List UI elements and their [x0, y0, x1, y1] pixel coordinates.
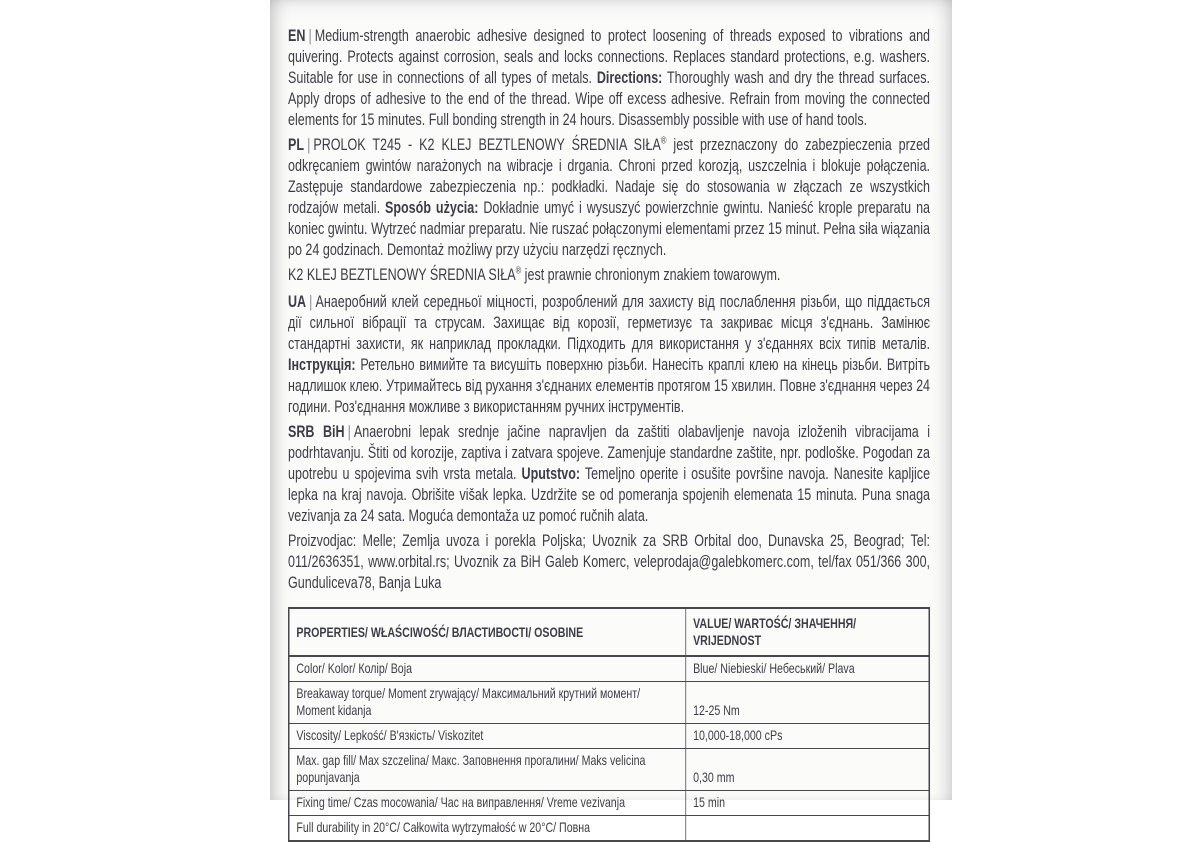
paragraph-pl-directions: Dokładnie umyć i wysuszyć powierzchnie gwintu. Nanieść krople preparatu na koniec gwintu. Wytrzeć nadmiar preparatu. Nie ruszać połączonymi elementami przez 15 minut. Pełna siła wiązania po 24 godzinach. Demontaż możliwy przy użyciu narzędzi ręcznych.: [288, 199, 931, 259]
table-row: [289, 749, 930, 791]
property-cell: Full durability in 20°C/ Całkowita wytrzymałość w 20°C/ Повна: [289, 816, 686, 842]
value-cell: 12-25 Nm: [686, 682, 929, 724]
registered-trademark-icon: ®: [515, 265, 522, 277]
lang-code-pl: PL: [288, 136, 305, 154]
table-row: [289, 656, 930, 682]
value-cell: 15 min: [686, 791, 929, 816]
table-row-partial: [289, 816, 930, 842]
properties-table: [288, 607, 930, 842]
value-cell: 0,30 mm: [686, 749, 929, 791]
value-cell: [686, 816, 929, 842]
directions-label-pl: Sposób użycia:: [385, 199, 479, 217]
directions-label-en: Directions:: [596, 69, 663, 87]
product-label-sheet: [270, 0, 952, 835]
table-row: [289, 791, 930, 816]
lang-code-ua: UA: [288, 293, 307, 311]
property-cell: Fixing time/ Czas mocowania/ Час на виправлення/ Vreme vezivanja: [289, 791, 686, 816]
registered-trademark-icon: ®: [660, 135, 667, 147]
directions-label-ua: Інструкція:: [288, 356, 356, 374]
table-row: [289, 682, 930, 724]
value-cell: 10,000-18,000 cPs: [686, 724, 929, 749]
properties-column-header: PROPERTIES/ WŁAŚCIWOŚĆ/ ВЛАСТИВОСТІ/ OSOBINE: [289, 608, 686, 656]
lang-code-en: EN: [288, 27, 306, 45]
paragraph-srb-directions: Temeljno operite i osušite površine navoja. Nanesite kapljice lepka na kraj navoja. Obrišite višak lepka. Uzdržite se od pomeranja spojenih elemenata 15 minuta. Puna snaga vezivanja za 24 sata. Moguća demontaža uz pomoć ručnih alata.: [288, 465, 931, 525]
paragraph-ua-directions: Ретельно вимийте та висушіть поверхню різьби. Нанесіть краплі клею на кінець різьби. Витріть надлишок клею. Утримайтесь від рухання з'єднаних елементів протягом 15 хвилин. Повне з'єднання через 24 години. Роз'єднання можливе з використанням ручних інструментів.: [288, 356, 931, 416]
trademark-text: jest prawnie chronionym znakiem towarowym.: [521, 266, 781, 284]
lang-separator: |: [347, 423, 351, 441]
paragraph-srb: [288, 422, 930, 527]
lang-separator: |: [309, 293, 313, 311]
property-cell: Color/ Kolor/ Колір/ Boja: [289, 656, 686, 682]
trademark-notice: [288, 265, 930, 286]
paragraph-en-text: Medium-strength anaerobic adhesive designed to protect loosening of threads exposed to vibrations and quivering. Protects against corrosion, seals and locks connections. Replaces standard protections, e.g. washers. Suitable for use in connections of all types of metals.: [288, 27, 931, 87]
paragraph-en: [288, 26, 930, 131]
paragraph-pl-text: jest przeznaczony do zabezpieczenia przed odkręcaniem gwintów narażonych na wibracje i drgania. Chroni przed korozją, uszczelnia i blokuje połączenia. Zastępuje standardowe zabezpieczenia np.: podkładki. Nadaje się do stosowania w złączach ze wszystkich rodzajów metali.: [288, 136, 931, 217]
paragraph-pl: [288, 135, 930, 261]
paragraph-en-directions: Thoroughly wash and dry the thread surfaces. Apply drops of adhesive to the end of the thread. Wipe off excess adhesive. Refrain from moving the connected elements for 15 minutes. Full bonding strength in 24 hours. Disassembly possible with use of hand tools.: [288, 69, 931, 129]
value-column-header: VALUE/ WARTOŚĆ/ ЗНАЧЕННЯ/ VRIJEDNOST: [686, 608, 929, 656]
trademark-brand: K2 KLEJ BEZTLENOWY ŚREDNIA SIŁA: [288, 266, 516, 284]
table-header-row: [289, 608, 930, 656]
directions-label-srb: Uputstvo:: [521, 465, 581, 483]
lang-code-srb: SRB BiH: [288, 423, 345, 441]
paragraph-ua-text: Анаеробний клей середньої міцності, розроблений для захисту від послаблення різьби, що піддається дії сильної вібрації та струсам. Захищає від корозії, герметизує та закриває місця з'єднань. Замінює стандартні захисти, як наприклад прокладки. Підходить для використання у з'єданнях всіх типів металів.: [288, 293, 931, 353]
brand-name-pl: PROLOK T245 - K2 KLEJ BEZTLENOWY ŚREDNIA SIŁA: [313, 136, 661, 154]
lang-separator: |: [307, 136, 311, 154]
paragraph-srb-text: Anaerobni lepak srednje jačine napravljen da zaštiti olabavljenje navoja izloženih vibracijama i podrhtavanju. Štiti od korozije, zaptiva i zatvara spojeve. Zamenjuje standardne zaštite, npr. podloške. Pogodan za upotrebu u spojevima svih vrsta metala.: [288, 423, 931, 483]
table-row: [289, 724, 930, 749]
manufacturer-info: Proizvodjac: Melle; Zemlja uvoza i porekla Poljska; Uvoznik za SRB Orbital doo, Dunavska 25, Beograd; Tel: 011/2636351, www.orbital.rs; Uvoznik za BiH Galeb Komerc, veleprodaja@galebkomerc.com, tel/fax 051/366 300, Gunduliceva78, Banja Luka: [288, 532, 931, 592]
property-cell: Max. gap fill/ Max szczelina/ Макс. Заповнення прогалини/ Maks velicina popunjavanja: [289, 749, 686, 791]
lang-separator: |: [308, 27, 312, 45]
paragraph-ua: [288, 292, 930, 418]
property-cell: Breakaway torque/ Moment zrywający/ Максимальний крутний момент/ Moment kidanja: [289, 682, 686, 724]
value-cell: Blue/ Niebieski/ Небеський/ Plava: [686, 656, 929, 682]
property-cell: Viscosity/ Lepkość/ В'язкість/ Viskozitet: [289, 724, 686, 749]
